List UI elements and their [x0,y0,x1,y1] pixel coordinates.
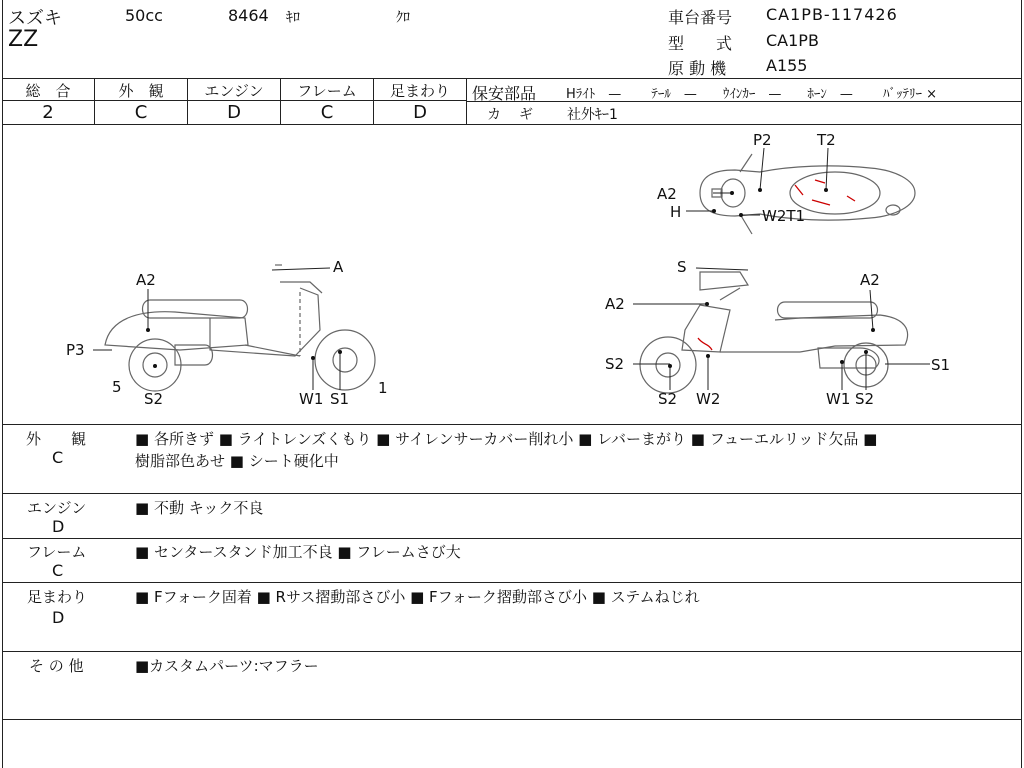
label-s1: S1 [330,390,350,408]
label-5: 5 [112,378,122,396]
mileage-unit: ｷﾛ [286,10,300,26]
suspension-grade: D [413,102,427,123]
type: CA1PB [766,31,819,50]
overall-grade: 2 [42,102,54,123]
label-1: 1 [378,379,388,397]
remark-text-2: 樹脂部色あせ ■ シート硬化中 [135,452,339,470]
frame-grade: C [320,102,334,123]
remark-label: フレーム [27,543,87,561]
label-a2: A2 [605,295,625,313]
remarks-divider [2,538,1022,539]
label-a2: A2 [136,271,156,289]
remark-grade: C [52,448,64,467]
engine-grade-label: エンジン [204,82,264,100]
frame-no: CA1PB-117426 [766,5,898,24]
label-a2: A2 [657,185,677,203]
remark-grade: D [52,608,65,627]
engine-grade: D [227,102,241,123]
remarks-divider [2,719,1022,720]
maker: スズキ [8,8,62,29]
label-w1: W1 [826,390,851,408]
frame-grade-label: フレーム [297,82,357,100]
exterior-grade: C [134,102,148,123]
mileage: 8464 [228,6,269,25]
remark-label: 外 観 [26,430,87,448]
frame-no-label: 車台番号 [668,8,733,27]
grade-divider [466,78,467,125]
label-p2: P2 [753,131,772,149]
exterior-label: 外 観 [118,82,164,100]
remark-label: 足まわり [27,588,88,606]
safety-items: Hﾗｲﾄ — ﾃｰﾙ — ｳｲﾝｶｰ — ﾎｰﾝ — ﾊﾞｯﾃﾘｰ × [566,87,938,102]
remark-label: そ の 他 [29,657,84,675]
remark-text: ■ センタースタンド加工不良 ■ フレームさび大 [135,543,461,561]
engine-model: A155 [766,56,808,75]
label-a2: A2 [860,271,880,289]
engine-label: 原 動 機 [668,59,727,78]
suspension-grade-label: 足まわり [389,82,450,100]
key-value: 社外ｷｰ1 [567,107,618,123]
type-label: 型 式 [668,34,733,53]
damage-diagram [0,125,1024,425]
label-a: A [333,258,344,276]
remarks-divider [2,493,1022,494]
right-view-scooter [640,272,908,393]
label-s2: S2 [658,390,678,408]
remarks-divider [2,582,1022,583]
color: ｸﾛ [396,10,410,26]
remarks-divider [2,651,1022,652]
remark-label: エンジン [27,499,87,517]
label-w2t1: W2T1 [762,207,806,225]
displacement: 50cc [125,6,163,25]
damage-marks-top [795,180,855,205]
grades-top-border [2,78,1022,79]
remark-grade: D [52,517,65,536]
key-label: カ ギ [487,107,535,123]
label-p3: P3 [66,341,85,359]
leader-lines [93,148,930,390]
label-s2: S2 [605,355,625,373]
label-s: S [677,258,687,276]
label-s2: S2 [144,390,164,408]
remark-text: ■ 各所きず ■ ライトレンズくもり ■ サイレンサーカバー削れ小 ■ レバーまがり ■ フューエルリッド欠品 ■ [135,430,878,448]
label-t2: T2 [817,131,836,149]
label-w1: W1 [299,390,324,408]
remark-text: ■カスタムパーツ:マフラー [135,657,319,675]
label-s1: S1 [931,356,951,374]
damage-marks-right [698,338,712,350]
remark-grade: C [52,561,64,580]
label-w2: W2 [696,390,721,408]
label-s2: S2 [855,390,875,408]
label-h: H [670,203,682,221]
safety-label: 保安部品 [472,84,537,103]
model-name: ZZ [8,27,39,52]
remark-text: ■ Fフォーク固着 ■ Rサス摺動部さび小 ■ Fフォーク摺動部さび小 ■ ステムねじれ [135,588,700,606]
overall-label: 総 合 [25,82,71,100]
remark-text: ■ 不動 キック不良 [135,499,264,517]
